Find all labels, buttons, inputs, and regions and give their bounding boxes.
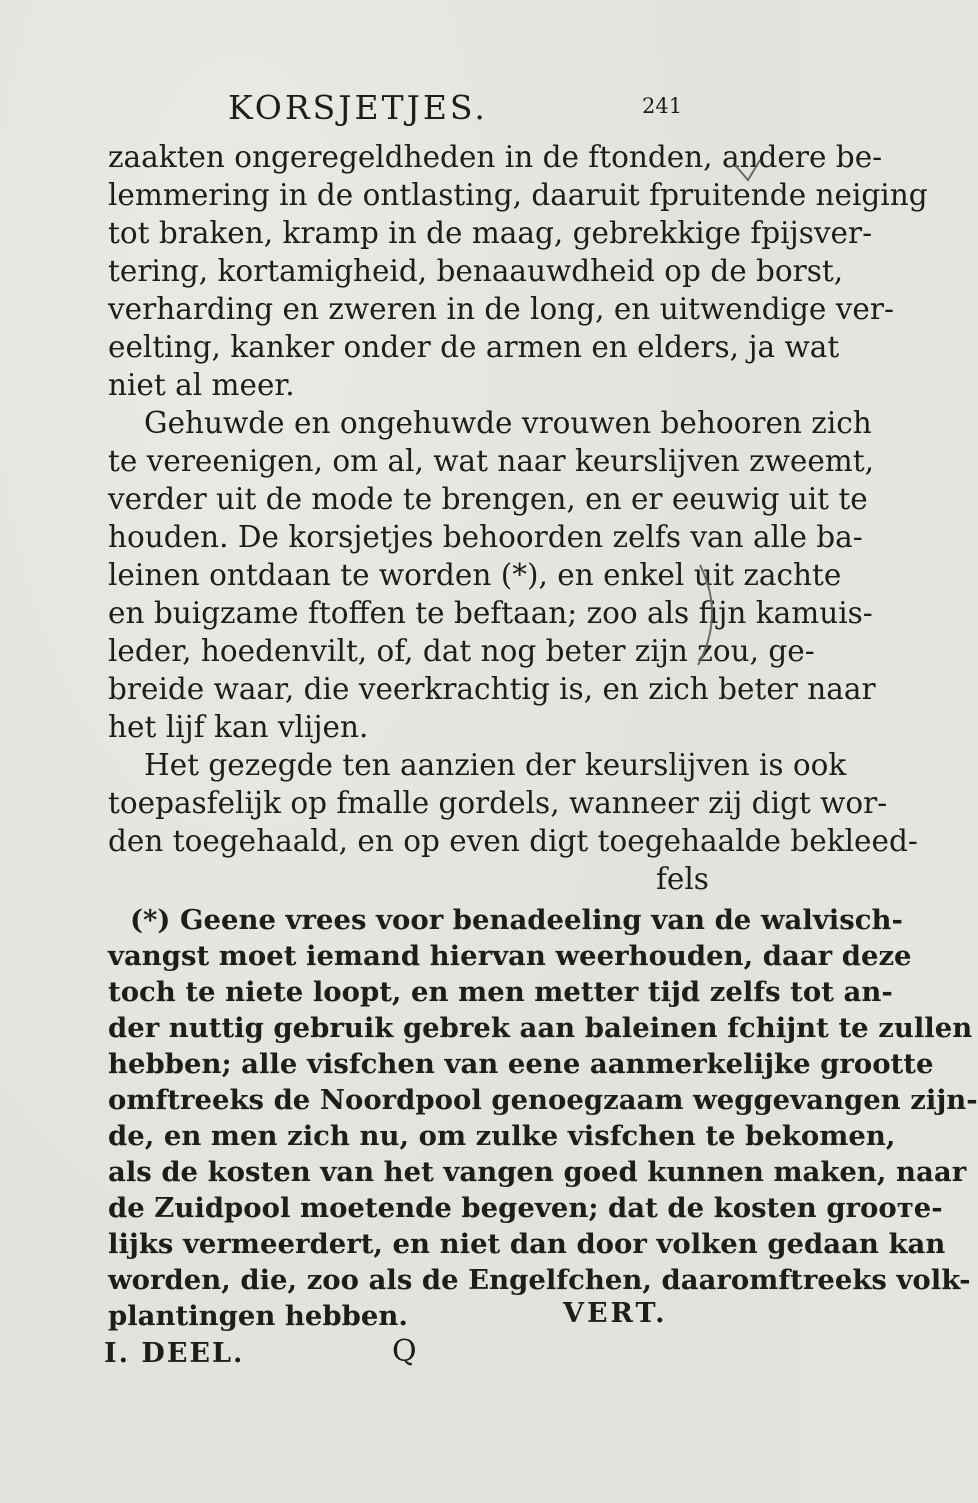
footnote-line: de, en men zich nu, om zulke visfchen te bekomen, — [108, 1120, 896, 1152]
footnote-line: als de kosten van het vangen goed kunnen maken, naar — [108, 1156, 967, 1188]
text-line: verharding en zweren in de long, en uitwendige ver- — [108, 292, 894, 326]
bleed-through-mark — [680, 560, 740, 670]
footnote-line: lijks vermeerdert, en niet dan door volken gedaan kan — [108, 1228, 946, 1260]
text-line: den toegehaald, en op even digt toegehaalde bekleed- — [108, 824, 918, 858]
text-line: toepasfelijk op fmalle gordels, wanneer zij digt wor- — [108, 786, 888, 820]
footnote-line: toch te niete loopt, en men metter tijd zelfs tot an- — [108, 976, 893, 1008]
signature-part: I. DEEL. — [104, 1338, 245, 1369]
text-line: het lijf kan vlijen. — [108, 710, 369, 744]
text-line: lemmering in de ontlasting, daaruit fpruitende neiging — [108, 178, 928, 212]
text-line: houden. De korsjetjes behoorden zelfs van alle ba- — [108, 520, 863, 554]
running-title: KORSJETJES. — [228, 88, 488, 127]
signature-mark: Q — [392, 1334, 417, 1369]
footnote-line: der nuttig gebruik gebrek aan baleinen fchijnt te zullen — [108, 1012, 973, 1044]
text-line: Het gezegde ten aanzien der keurslijven is ook — [144, 748, 847, 782]
margin-tick-mark — [730, 150, 770, 210]
footnote-line: hebben; alle visfchen van eene aanmerkelijke grootte — [108, 1048, 934, 1080]
text-line: fels — [656, 862, 709, 896]
text-line: verder uit de mode te brengen, en er eeuwig uit te — [108, 482, 868, 516]
text-line: tering, kortamigheid, benaauwdheid op de borst, — [108, 254, 844, 288]
footnote-line: vangst moet iemand hiervan weerhouden, daar deze — [108, 940, 912, 972]
text-line: tot braken, kramp in de maag, gebrekkige fpijsver- — [108, 216, 873, 250]
footnote-line: omftreeks de Noordpool genoegzaam weggevangen zijn- — [108, 1084, 978, 1116]
text-line: zaakten ongeregeldheden in de ftonden, andere be- — [108, 140, 883, 174]
text-line: leder, hoedenvilt, of, dat nog beter zijn zou, ge- — [108, 634, 815, 668]
text-line: niet al meer. — [108, 368, 295, 402]
text-line: leinen ontdaan te worden (*), en enkel uit zachte — [108, 558, 842, 592]
text-line: en buigzame ftoffen te beftaan; zoo als fijn kamuis- — [108, 596, 873, 630]
footnote-line: (*) Geene vrees voor benadeeling van de walvisch- — [130, 904, 903, 936]
footnote-line: de Zuidpool moetende begeven; dat de kosten grooте- — [108, 1192, 943, 1224]
page-header — [0, 88, 800, 128]
text-line: breide waar, die veerkrachtig is, en zich beter naar — [108, 672, 876, 706]
catchword: VERT. — [563, 1298, 668, 1329]
text-line: Gehuwde en ongehuwde vrouwen behooren zich — [144, 406, 872, 440]
footnote-line: plantingen hebben. — [108, 1300, 408, 1332]
footnote-line: worden, die, zoo als de Engelfchen, daaromftreeks volk- — [108, 1264, 971, 1296]
text-line: eelting, kanker onder de armen en elders, ja wat — [108, 330, 840, 364]
page-number: 241 — [642, 94, 683, 118]
text-line: te vereenigen, om al, wat naar keurslijven zweemt, — [108, 444, 874, 478]
